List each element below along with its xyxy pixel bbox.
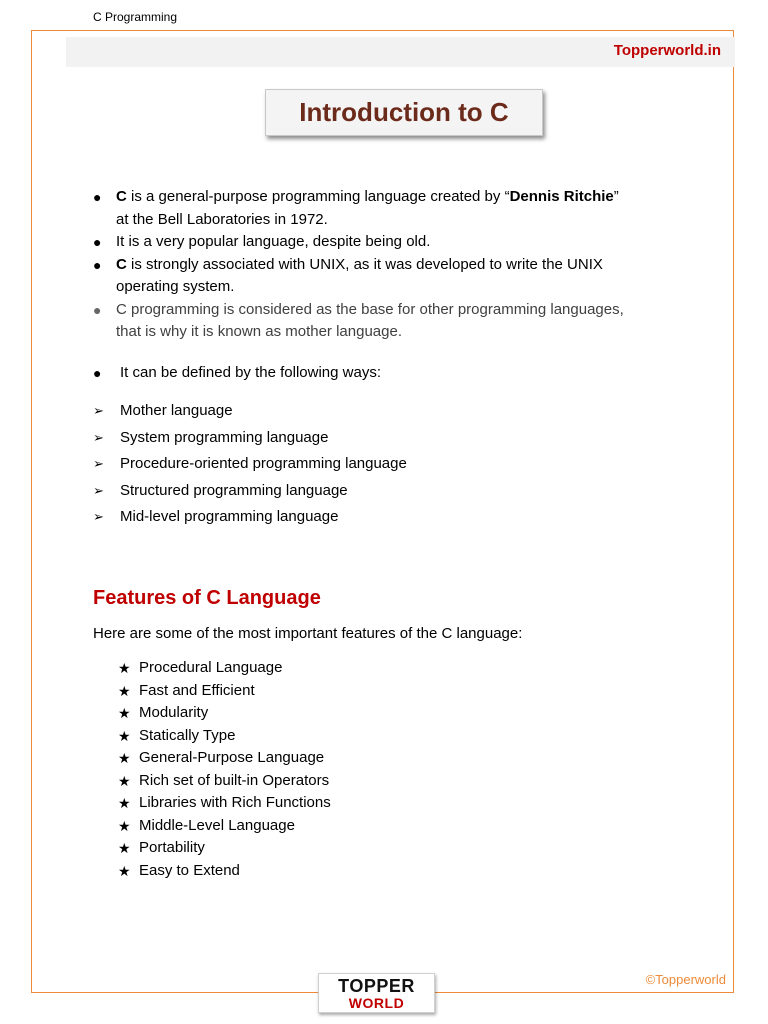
list-item (118, 680, 331, 703)
star-icon: ★ (118, 862, 131, 879)
list-item (93, 398, 693, 425)
define-line (93, 362, 693, 385)
bullet-text-line2: at the Bell Laboratories in 1972. (116, 210, 328, 228)
feature-text: Modularity (139, 704, 209, 721)
list-item (118, 815, 331, 838)
feature-text: Procedural Language (139, 659, 283, 676)
list-item (118, 837, 331, 860)
definition-text: System programming language (120, 428, 329, 446)
features-intro: Here are some of the most important features of the C language: (93, 625, 523, 642)
intro-bullet-list (93, 186, 693, 344)
feature-text: Portability (139, 839, 205, 856)
feature-text: General-Purpose Language (139, 749, 325, 766)
bullet-icon: ● (93, 189, 102, 205)
feature-text: Statically Type (139, 726, 236, 744)
bullet-bold-text: C (116, 255, 127, 273)
list-item (118, 702, 331, 725)
star-icon: ★ (118, 840, 131, 856)
definition-text: Structured programming language (120, 481, 348, 499)
logo-top-text: TOPPER (338, 976, 415, 996)
bullet-text: C programming is considered as the base for other programming languages, (116, 300, 624, 318)
bullet-text-line2: operating system. (116, 278, 235, 295)
star-icon: ★ (118, 727, 131, 744)
feature-text: Middle-Level Language (139, 816, 295, 834)
star-icon: ★ (118, 772, 131, 789)
arrow-bullet-icon: ➢ (93, 403, 104, 418)
list-item (93, 299, 693, 344)
star-icon: ★ (118, 750, 131, 766)
bullet-icon: ● (93, 364, 102, 381)
feature-text: Libraries with Rich Functions (139, 794, 331, 811)
star-icon: ★ (118, 682, 131, 699)
define-line-text: It can be defined by the following ways: (120, 363, 381, 381)
bullet-text: ” (613, 188, 619, 205)
title-box (265, 89, 543, 136)
author-name: Dennis Ritchie (509, 188, 614, 205)
feature-text: Easy to Extend (139, 861, 240, 879)
features-list (118, 657, 331, 882)
arrow-bullet-icon: ➢ (93, 509, 104, 524)
list-item (118, 725, 331, 748)
definition-list (93, 398, 693, 531)
list-item (118, 657, 331, 680)
bullet-text-line2: that is why it is known as mother language. (116, 323, 402, 340)
bullet-icon: ● (93, 234, 102, 250)
topperworld-logo (318, 973, 435, 1013)
arrow-bullet-icon: ➢ (93, 429, 104, 445)
star-icon: ★ (118, 795, 131, 811)
definition-text: Procedure-oriented programming language (120, 455, 407, 472)
definition-text: Mid-level programming language (120, 508, 339, 525)
bullet-text: It is a very popular language, despite being old. (116, 233, 431, 250)
bullet-icon: ● (93, 301, 102, 318)
list-item (93, 186, 693, 231)
header-band (66, 37, 735, 67)
header-brand: Topperworld.in (613, 42, 721, 59)
star-icon: ★ (118, 705, 131, 721)
bullet-bold-text: C (116, 188, 127, 205)
star-icon: ★ (118, 660, 131, 676)
bullet-text: is a general-purpose programming language created by “ (126, 188, 510, 205)
definition-text: Mother language (120, 402, 233, 419)
list-item (93, 425, 693, 452)
list-item (93, 451, 693, 478)
list-item (118, 770, 331, 793)
arrow-bullet-icon: ➢ (93, 482, 104, 498)
star-icon: ★ (118, 817, 131, 834)
running-head: C Programming (93, 10, 178, 24)
list-item (93, 504, 693, 531)
footer-copyright: ©Topperworld (645, 972, 726, 987)
list-item (93, 231, 693, 254)
logo-bottom-text: WORLD (348, 995, 405, 1011)
list-item (93, 478, 693, 505)
bullet-icon: ● (93, 256, 102, 273)
list-item (93, 254, 693, 299)
page-title: Introduction to C (299, 97, 509, 127)
arrow-bullet-icon: ➢ (93, 456, 104, 471)
list-item (118, 860, 331, 883)
feature-text: Rich set of built-in Operators (139, 771, 330, 789)
list-item (118, 792, 331, 815)
feature-text: Fast and Efficient (139, 681, 255, 699)
intro-content (93, 186, 693, 531)
features-heading: Features of C Language (93, 587, 321, 609)
list-item (118, 747, 331, 770)
bullet-text: is strongly associated with UNIX, as it was developed to write the UNIX (126, 255, 603, 273)
